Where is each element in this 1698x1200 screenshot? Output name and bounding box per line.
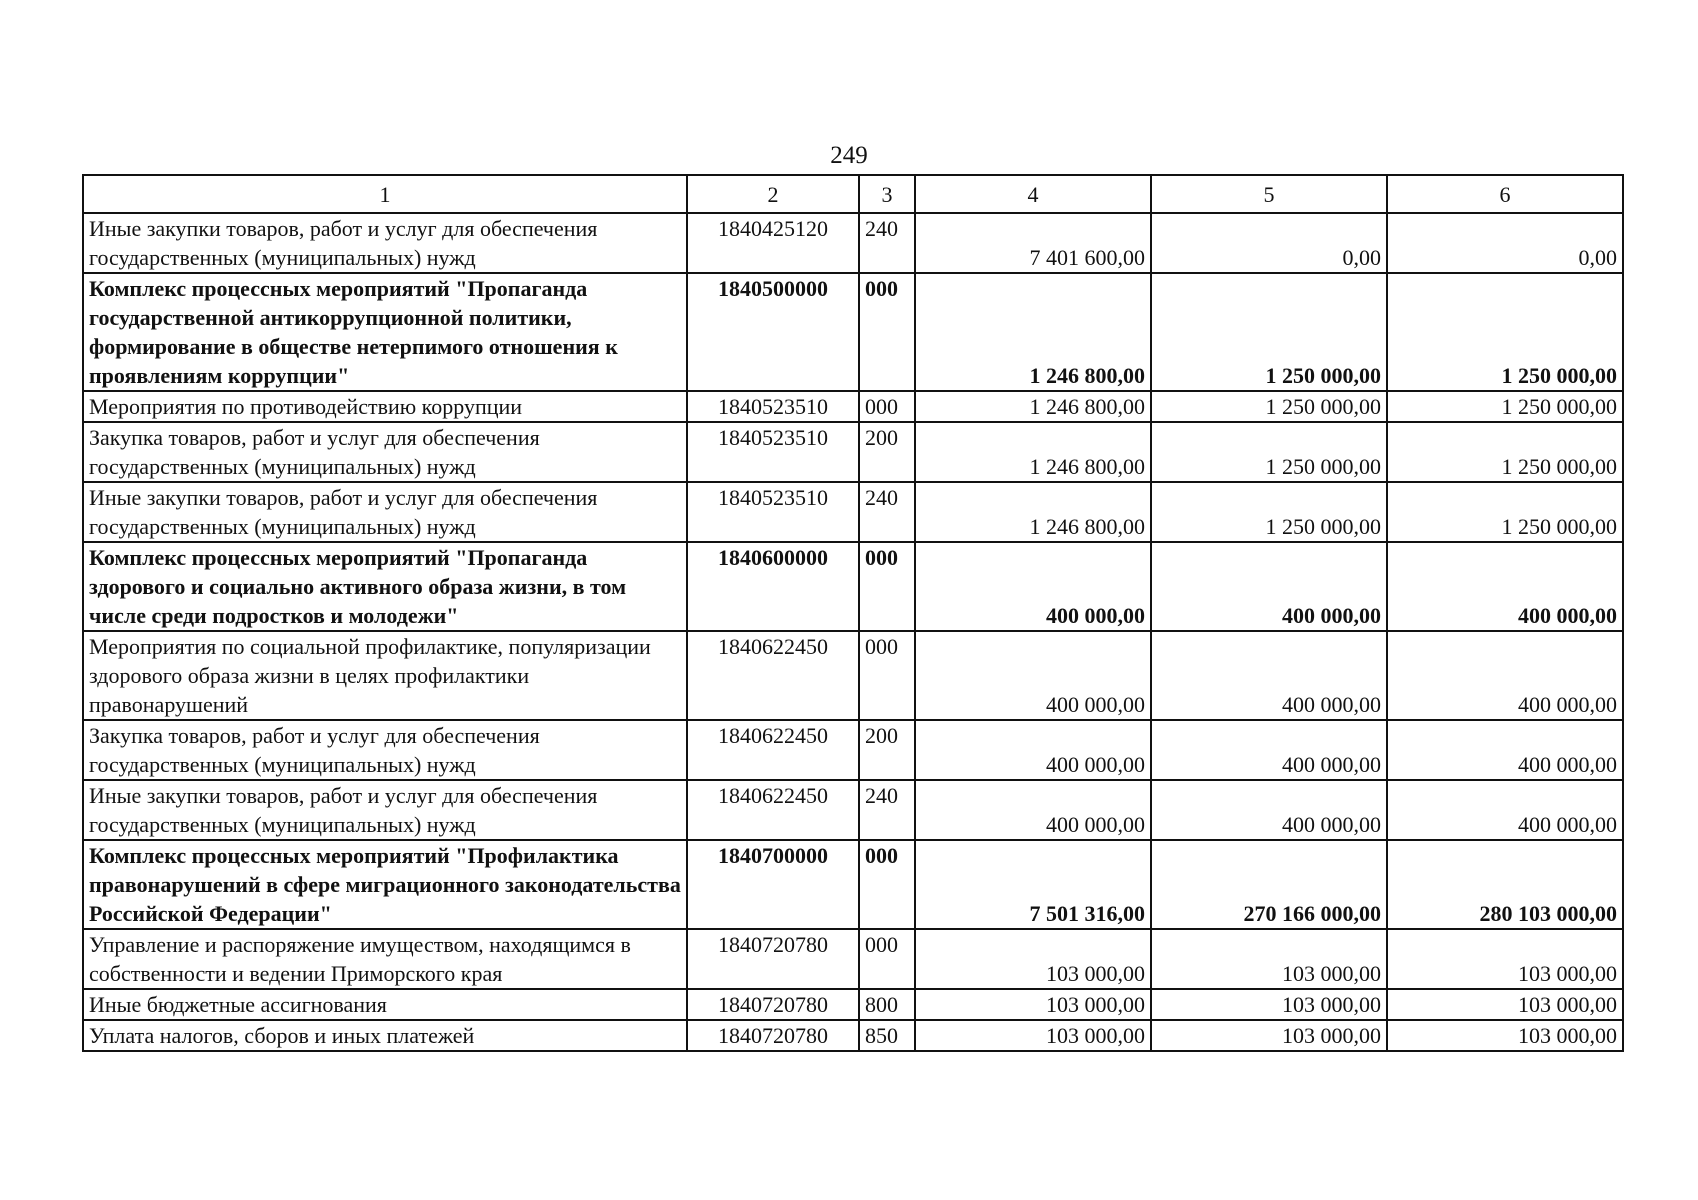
header-cell-5: 5 (1151, 175, 1387, 213)
table-row (83, 542, 1623, 631)
row-amount-col6: 1 250 000,00 (1387, 273, 1623, 391)
row-code-cell: 1840500000 (687, 273, 859, 391)
row-amount-col4: 7 501 316,00 (915, 840, 1151, 929)
row-amount-col5: 1 250 000,00 (1151, 482, 1387, 542)
row-name-cell: Управление и распоряжение имуществом, находящимся в собственности и ведении Приморского края (83, 929, 687, 989)
row-code-cell: 1840720780 (687, 1020, 859, 1051)
row-amount-col4: 1 246 800,00 (915, 422, 1151, 482)
row-amount-col5: 1 250 000,00 (1151, 422, 1387, 482)
row-amount-col5: 103 000,00 (1151, 1020, 1387, 1051)
row-name-cell: Комплекс процессных мероприятий "Пропаганда государственной антикоррупционной политики, формирование в обществе нетерпимого отношения к проявлениям коррупции" (83, 273, 687, 391)
header-cell-2: 2 (687, 175, 859, 213)
row-amount-col4: 1 246 800,00 (915, 273, 1151, 391)
row-amount-col5: 103 000,00 (1151, 929, 1387, 989)
table-row (83, 929, 1623, 989)
row-amount-col4: 103 000,00 (915, 989, 1151, 1020)
row-code-cell: 1840720780 (687, 929, 859, 989)
table-row (83, 1020, 1623, 1051)
row-code-cell: 1840523510 (687, 391, 859, 422)
row-amount-col5: 0,00 (1151, 213, 1387, 273)
row-amount-col5: 400 000,00 (1151, 631, 1387, 720)
row-amount-col6: 1 250 000,00 (1387, 422, 1623, 482)
row-amount-col4: 1 246 800,00 (915, 391, 1151, 422)
row-amount-col6: 103 000,00 (1387, 989, 1623, 1020)
row-code-cell: 1840720780 (687, 989, 859, 1020)
row-amount-col6: 400 000,00 (1387, 720, 1623, 780)
row-type-cell: 200 (859, 720, 915, 780)
row-amount-col6: 400 000,00 (1387, 631, 1623, 720)
row-name-cell: Иные закупки товаров, работ и услуг для обеспечения государственных (муниципальных) нужд (83, 213, 687, 273)
row-name-cell: Закупка товаров, работ и услуг для обеспечения государственных (муниципальных) нужд (83, 422, 687, 482)
row-name-cell: Комплекс процессных мероприятий "Профилактика правонарушений в сфере миграционного законодательства Российской Федерации" (83, 840, 687, 929)
row-code-cell: 1840622450 (687, 780, 859, 840)
row-name-cell: Мероприятия по противодействию коррупции (83, 391, 687, 422)
row-amount-col6: 400 000,00 (1387, 542, 1623, 631)
row-amount-col4: 103 000,00 (915, 929, 1151, 989)
row-amount-col6: 1 250 000,00 (1387, 482, 1623, 542)
row-name-cell: Иные закупки товаров, работ и услуг для обеспечения государственных (муниципальных) нужд (83, 780, 687, 840)
row-type-cell: 000 (859, 391, 915, 422)
row-code-cell: 1840622450 (687, 631, 859, 720)
header-cell-6: 6 (1387, 175, 1623, 213)
row-type-cell: 000 (859, 631, 915, 720)
row-amount-col6: 400 000,00 (1387, 780, 1623, 840)
row-code-cell: 1840523510 (687, 482, 859, 542)
row-name-cell: Мероприятия по социальной профилактике, популяризации здорового образа жизни в целях профилактики правонарушений (83, 631, 687, 720)
table-row (83, 391, 1623, 422)
row-amount-col4: 400 000,00 (915, 720, 1151, 780)
row-amount-col4: 400 000,00 (915, 542, 1151, 631)
row-type-cell: 000 (859, 840, 915, 929)
row-type-cell: 240 (859, 213, 915, 273)
budget-table (82, 174, 1624, 1052)
row-amount-col4: 400 000,00 (915, 631, 1151, 720)
row-type-cell: 000 (859, 273, 915, 391)
row-type-cell: 200 (859, 422, 915, 482)
row-amount-col6: 103 000,00 (1387, 1020, 1623, 1051)
row-code-cell: 1840700000 (687, 840, 859, 929)
row-amount-col5: 1 250 000,00 (1151, 391, 1387, 422)
row-amount-col5: 103 000,00 (1151, 989, 1387, 1020)
row-amount-col4: 1 246 800,00 (915, 482, 1151, 542)
row-name-cell: Иные бюджетные ассигнования (83, 989, 687, 1020)
header-cell-3: 3 (859, 175, 915, 213)
table-row (83, 631, 1623, 720)
row-amount-col6: 0,00 (1387, 213, 1623, 273)
row-type-cell: 000 (859, 929, 915, 989)
table-row (83, 422, 1623, 482)
row-amount-col5: 400 000,00 (1151, 720, 1387, 780)
table-row (83, 840, 1623, 929)
table-row (83, 720, 1623, 780)
row-amount-col5: 270 166 000,00 (1151, 840, 1387, 929)
row-code-cell: 1840425120 (687, 213, 859, 273)
row-amount-col6: 1 250 000,00 (1387, 391, 1623, 422)
row-name-cell: Закупка товаров, работ и услуг для обеспечения государственных (муниципальных) нужд (83, 720, 687, 780)
row-name-cell: Комплекс процессных мероприятий "Пропаганда здорового и социально активного образа жизни, в том числе среди подростков и молодежи" (83, 542, 687, 631)
table-row (83, 989, 1623, 1020)
page-number: 249 (830, 142, 868, 169)
row-amount-col4: 400 000,00 (915, 780, 1151, 840)
row-code-cell: 1840523510 (687, 422, 859, 482)
row-amount-col4: 7 401 600,00 (915, 213, 1151, 273)
row-code-cell: 1840622450 (687, 720, 859, 780)
row-type-cell: 240 (859, 482, 915, 542)
row-amount-col5: 400 000,00 (1151, 542, 1387, 631)
table-row (83, 213, 1623, 273)
row-amount-col6: 280 103 000,00 (1387, 840, 1623, 929)
row-code-cell: 1840600000 (687, 542, 859, 631)
header-cell-1: 1 (83, 175, 687, 213)
row-name-cell: Уплата налогов, сборов и иных платежей (83, 1020, 687, 1051)
row-amount-col4: 103 000,00 (915, 1020, 1151, 1051)
table-row (83, 273, 1623, 391)
table-header-row (83, 175, 1623, 213)
row-name-cell: Иные закупки товаров, работ и услуг для обеспечения государственных (муниципальных) нужд (83, 482, 687, 542)
table-row (83, 780, 1623, 840)
row-type-cell: 850 (859, 1020, 915, 1051)
row-amount-col5: 1 250 000,00 (1151, 273, 1387, 391)
row-amount-col6: 103 000,00 (1387, 929, 1623, 989)
row-type-cell: 240 (859, 780, 915, 840)
row-amount-col5: 400 000,00 (1151, 780, 1387, 840)
table-row (83, 482, 1623, 542)
header-cell-4: 4 (915, 175, 1151, 213)
row-type-cell: 800 (859, 989, 915, 1020)
row-type-cell: 000 (859, 542, 915, 631)
